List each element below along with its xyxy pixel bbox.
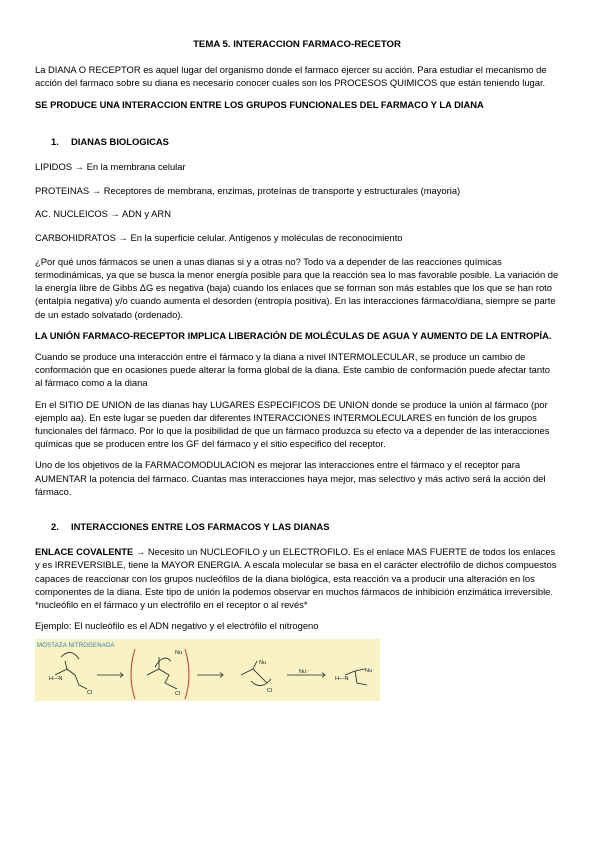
nitrogen-mustard-diagram bbox=[35, 639, 380, 701]
label-n-right: H—N bbox=[335, 675, 349, 682]
section-1-heading bbox=[51, 135, 559, 148]
section-2-number: 2. bbox=[51, 521, 59, 533]
diagram-header: MOSTAZA NITROGENADA bbox=[37, 642, 115, 649]
section-1-title: DIANAS BIOLOGICAS bbox=[71, 135, 169, 147]
label-nu-3: Nu⁻ bbox=[299, 668, 309, 675]
section-1-number: 1. bbox=[51, 135, 59, 147]
binding-site-paragraph: En el SITIO DE UNION de las dianas hay LUGARES ESPECIFICOS DE UNION donde se produce la unión al fármaco (por ejemplo aa). En este lugar se pueden dar diferentes INTERACCIONES INTERMOLECULARES en función de los grupos funcionales del fármaco. Por lo que la posibilidad de que un fármaco produzca su efecto va a depender de las interacciones químicas que se producen entre los GF del fármaco y el sitio especifico del receptor. bbox=[35, 398, 550, 450]
target-item-carbohydrates: CARBOHIDRATOS → En la superficie celular. Antígenos y moléculas de reconocimiento bbox=[35, 232, 403, 244]
nucleophile-note: *nucleófilo en el fármaco y un electrófilo en el receptor o al revés* bbox=[35, 599, 308, 611]
label-cl-3: Cl bbox=[267, 687, 273, 694]
label-nu-2: Nu bbox=[259, 659, 267, 666]
label-n-left: H—N bbox=[49, 675, 63, 682]
example-line: Ejemplo: El nucleófilo es el ADN negativo y el electrófilo el nitrogeno bbox=[35, 620, 319, 632]
section-2-heading bbox=[51, 520, 559, 533]
label-nu-1: Nu bbox=[175, 649, 183, 656]
covalent-bond-text: Necesito un NUCLEOFILO y un ELECTROFILO. Es el enlace MAS FUERTE de todos los enlaces y es IRREVERSIBLE, tiene la MAYOR ENERGIA. A escala molecular se basa en el carácter electrófilo de dichos compuestos capaces de reaccionar con los grupos nucleófilos de la diana biológica, esta reacción va a producir una alteración en los componentes de la diana. Este tipo de unión la podemos observar en muchos fármacos de inhibición enzimática irreversible. bbox=[35, 546, 557, 597]
binding-statement: LA UNIÓN FARMACO-RECEPTOR IMPLICA LIBERACIÓN DE MOLÉCULAS DE AGUA Y AUMENTO DE LA ENTROPÍA. bbox=[35, 329, 552, 341]
label-cl-1: Cl bbox=[87, 689, 93, 696]
document-title: TEMA 5. INTERACCION FARMACO-RECETOR bbox=[193, 39, 401, 50]
target-item-nucleic-acids: AC. NUCLEICOS → ADN y ARN bbox=[35, 208, 171, 220]
headline-statement: SE PRODUCE UNA INTERACCION ENTRE LOS GRUPOS FUNCIONALES DEL FARMACO Y LA DIANA bbox=[35, 98, 484, 110]
section-2-title: INTERACCIONES ENTRE LOS FARMACOS Y LAS DIANAS bbox=[71, 521, 330, 533]
label-cl-2: Cl bbox=[175, 690, 181, 697]
thermodynamics-paragraph: ¿Por qué unos fármacos se unen a unas dianas si y a otras no? Todo va a depender de las reacciones químicas termodinámicas, ya que se busca la menor energía posible para que la reacción sea lo mas favorable posible. La variación de la energía libre de Gibbs ΔG es negativa (baja) cuando los enlaces que se forman son más estables que los que se han roto (entalpía negativa) y/o cuando aumenta el desorden (entropía positiva). En las interacciones fármaco/diana, siempre se parte de un estado solvatado (ordenado). bbox=[35, 255, 559, 320]
target-item-lipids: LIPIDOS → En la membrana celular bbox=[35, 161, 186, 173]
covalent-bond-paragraph bbox=[35, 545, 559, 598]
label-nu-4: Nu bbox=[365, 667, 373, 674]
pharmacomodulation-paragraph: Uno de los objetivos de la FARMACOMODULACION es mejorar las interacciones entre el fármaco y el receptor para AUMENTAR la potencia del fármaco. Cuantas mas interacciones haya mejor, mas selectivo y más activo será la acción del fármaco. bbox=[35, 459, 546, 497]
conformation-paragraph: Cuando se produce una interacción entre el fármaco y la diana a nivel INTERMOLECULAR, se produce un cambio de conformación que en ocasiones puede alterar la forma global de la diana. Este cambio de conformación puede afectar tanto al fármaco como a la diana bbox=[35, 351, 550, 389]
covalent-bond-label: ENLACE COVALENTE → bbox=[35, 546, 146, 558]
intro-paragraph: La DIANA O RECEPTOR es aquel lugar del organismo donde el farmaco ejercer su acción. Para estudiar el mecanismo de acción del farmaco sobre su diana es necesario conocer cuales son los PROCESOS QUIMICOS que están teniendo lugar. bbox=[35, 64, 547, 89]
target-item-proteins: PROTEINAS → Receptores de membrana, enzimas, proteínas de transporte y estructurales (mayoria) bbox=[35, 184, 461, 196]
